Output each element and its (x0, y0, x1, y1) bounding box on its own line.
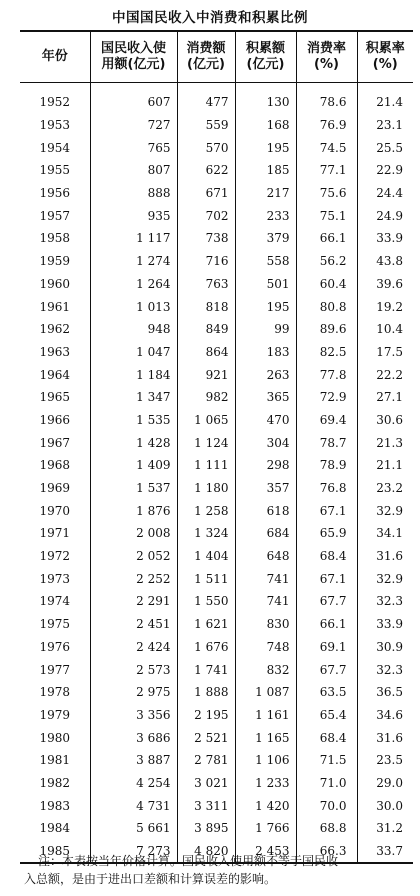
cell-national-income-used: 1 347 (90, 386, 177, 409)
cell-accumulation: 648 (235, 545, 296, 568)
cell-accumulation-rate: 34.1 (357, 522, 413, 545)
cell-consumption: 3 311 (177, 794, 235, 817)
cell-national-income-used: 2 252 (90, 567, 177, 590)
cell-accumulation-rate: 17.5 (357, 341, 413, 364)
cell-accumulation-rate: 23.1 (357, 114, 413, 137)
cell-national-income-used: 727 (90, 114, 177, 137)
cell-consumption: 622 (177, 159, 235, 182)
cell-national-income-used: 3 356 (90, 704, 177, 727)
cell-accumulation-rate: 32.9 (357, 499, 413, 522)
cell-accumulation: 1 165 (235, 726, 296, 749)
cell-national-income-used: 2 451 (90, 613, 177, 636)
cell-consumption-rate: 77.1 (296, 159, 357, 182)
cell-consumption-rate: 72.9 (296, 386, 357, 409)
cell-accumulation: 741 (235, 590, 296, 613)
cell-accumulation-rate: 33.9 (357, 227, 413, 250)
cell-year: 1966 (39, 412, 71, 427)
cell-accumulation: 1 161 (235, 704, 296, 727)
cell-consumption: 559 (177, 114, 235, 137)
cell-accumulation-rate: 30.0 (357, 794, 413, 817)
table-row (20, 590, 413, 613)
cell-accumulation-rate: 23.5 (357, 749, 413, 772)
cell-consumption: 738 (177, 227, 235, 250)
table-row (20, 159, 413, 182)
cell-accumulation: 1 766 (235, 817, 296, 840)
cell-consumption-rate: 67.7 (296, 658, 357, 681)
cell-year: 1984 (39, 821, 71, 836)
cell-accumulation-rate: 29.0 (357, 772, 413, 795)
cell-national-income-used: 807 (90, 159, 177, 182)
cell-accumulation: 684 (235, 522, 296, 545)
cell-year: 1976 (39, 639, 71, 654)
cell-consumption-rate: 78.9 (296, 454, 357, 477)
cell-accumulation-rate: 32.9 (357, 567, 413, 590)
table-row (20, 250, 413, 273)
cell-accumulation-rate: 39.6 (357, 273, 413, 296)
table-row (20, 431, 413, 454)
cell-consumption: 864 (177, 341, 235, 364)
cell-accumulation: 263 (235, 363, 296, 386)
table-row (20, 499, 413, 522)
cell-consumption-rate: 71.0 (296, 772, 357, 795)
cell-national-income-used: 1 047 (90, 341, 177, 364)
cell-consumption: 1 550 (177, 590, 235, 613)
table-row (20, 613, 413, 636)
table-row (20, 567, 413, 590)
cell-accumulation-rate: 24.4 (357, 182, 413, 205)
cell-year: 1985 (39, 844, 71, 859)
cell-consumption: 3 021 (177, 772, 235, 795)
cell-accumulation-rate: 22.2 (357, 363, 413, 386)
cell-consumption-rate: 75.1 (296, 204, 357, 227)
cell-national-income-used: 1 876 (90, 499, 177, 522)
cell-national-income-used: 765 (90, 136, 177, 159)
cell-national-income-used: 7 273 (90, 840, 177, 864)
table-row (20, 295, 413, 318)
cell-accumulation: 185 (235, 159, 296, 182)
cell-consumption-rate: 65.4 (296, 704, 357, 727)
cell-accumulation-rate: 31.6 (357, 726, 413, 749)
cell-consumption: 477 (177, 83, 235, 114)
cell-accumulation: 168 (235, 114, 296, 137)
cell-consumption: 763 (177, 273, 235, 296)
cell-consumption: 1 676 (177, 636, 235, 659)
cell-consumption: 1 111 (177, 454, 235, 477)
cell-year: 1952 (39, 95, 71, 110)
cell-accumulation: 183 (235, 341, 296, 364)
cell-consumption: 1 065 (177, 409, 235, 432)
cell-accumulation-rate: 10.4 (357, 318, 413, 341)
cell-consumption: 1 741 (177, 658, 235, 681)
table-row (20, 681, 413, 704)
cell-year: 1963 (39, 344, 71, 359)
cell-accumulation-rate: 34.6 (357, 704, 413, 727)
cell-national-income-used: 1 409 (90, 454, 177, 477)
cell-consumption-rate: 77.8 (296, 363, 357, 386)
cell-year: 1962 (39, 322, 71, 337)
cell-consumption: 1 888 (177, 681, 235, 704)
cell-accumulation-rate: 23.2 (357, 477, 413, 500)
cell-year: 1973 (39, 571, 71, 586)
cell-year: 1954 (39, 140, 71, 155)
cell-accumulation-rate: 30.6 (357, 409, 413, 432)
cell-consumption: 1 124 (177, 431, 235, 454)
cell-consumption-rate: 66.3 (296, 840, 357, 864)
cell-consumption-rate: 69.4 (296, 409, 357, 432)
cell-consumption: 818 (177, 295, 235, 318)
table-row (20, 636, 413, 659)
cell-national-income-used: 2 424 (90, 636, 177, 659)
cell-year: 1960 (39, 276, 71, 291)
cell-national-income-used: 4 254 (90, 772, 177, 795)
table-row (20, 363, 413, 386)
cell-accumulation: 1 087 (235, 681, 296, 704)
cell-accumulation-rate: 22.9 (357, 159, 413, 182)
cell-national-income-used: 607 (90, 83, 177, 114)
table-row (20, 83, 413, 114)
cell-consumption: 1 258 (177, 499, 235, 522)
cell-accumulation: 298 (235, 454, 296, 477)
table-row (20, 114, 413, 137)
cell-accumulation-rate: 32.3 (357, 658, 413, 681)
cell-national-income-used: 1 184 (90, 363, 177, 386)
cell-accumulation-rate: 33.7 (357, 840, 413, 864)
cell-consumption-rate: 56.2 (296, 250, 357, 273)
cell-accumulation-rate: 21.4 (357, 83, 413, 114)
table-row (20, 182, 413, 205)
cell-national-income-used: 935 (90, 204, 177, 227)
cell-year: 1953 (39, 118, 71, 133)
table-body (20, 83, 413, 864)
cell-consumption: 2 195 (177, 704, 235, 727)
cell-year: 1964 (39, 367, 71, 382)
header-consumption: 消费额 (亿元) (177, 31, 235, 83)
cell-year: 1967 (39, 435, 71, 450)
footnote-line-1: 注：本表按当年价格计算。国民收入使用额不等于国民收 (38, 854, 339, 868)
cell-accumulation-rate: 27.1 (357, 386, 413, 409)
table-row (20, 477, 413, 500)
header-national-income-used: 国民收入使 用额(亿元) (90, 31, 177, 83)
cell-year: 1981 (39, 753, 71, 768)
cell-accumulation: 217 (235, 182, 296, 205)
table-row (20, 817, 413, 840)
cell-year: 1983 (39, 798, 71, 813)
cell-national-income-used: 4 731 (90, 794, 177, 817)
table-header-row (20, 31, 413, 83)
cell-accumulation: 365 (235, 386, 296, 409)
cell-accumulation-rate: 21.1 (357, 454, 413, 477)
table-row (20, 341, 413, 364)
cell-national-income-used: 1 537 (90, 477, 177, 500)
cell-national-income-used: 2 291 (90, 590, 177, 613)
cell-accumulation: 748 (235, 636, 296, 659)
table-row (20, 545, 413, 568)
cell-consumption-rate: 82.5 (296, 341, 357, 364)
cell-accumulation: 501 (235, 273, 296, 296)
table-row (20, 749, 413, 772)
table-row (20, 318, 413, 341)
table-row (20, 136, 413, 159)
cell-national-income-used: 948 (90, 318, 177, 341)
cell-accumulation: 470 (235, 409, 296, 432)
cell-accumulation: 830 (235, 613, 296, 636)
header-accumulation-rate: 积累率 (%) (357, 31, 413, 83)
table-row (20, 227, 413, 250)
table-row (20, 726, 413, 749)
cell-accumulation-rate: 30.9 (357, 636, 413, 659)
cell-consumption-rate: 65.9 (296, 522, 357, 545)
cell-consumption: 1 180 (177, 477, 235, 500)
cell-consumption-rate: 67.1 (296, 499, 357, 522)
cell-national-income-used: 2 975 (90, 681, 177, 704)
cell-year: 1972 (39, 549, 71, 564)
cell-accumulation: 1 420 (235, 794, 296, 817)
cell-year: 1978 (39, 685, 71, 700)
cell-accumulation: 99 (235, 318, 296, 341)
table-row (20, 454, 413, 477)
cell-consumption: 1 324 (177, 522, 235, 545)
cell-accumulation-rate: 21.3 (357, 431, 413, 454)
cell-consumption: 1 621 (177, 613, 235, 636)
cell-accumulation: 304 (235, 431, 296, 454)
cell-consumption-rate: 78.7 (296, 431, 357, 454)
cell-year: 1974 (39, 594, 71, 609)
table-row (20, 204, 413, 227)
cell-year: 1958 (39, 231, 71, 246)
cell-consumption: 3 895 (177, 817, 235, 840)
cell-national-income-used: 1 264 (90, 273, 177, 296)
cell-accumulation: 357 (235, 477, 296, 500)
cell-consumption: 4 820 (177, 840, 235, 864)
cell-consumption: 570 (177, 136, 235, 159)
header-accumulation: 积累额 (亿元) (235, 31, 296, 83)
table-row (20, 409, 413, 432)
cell-year: 1956 (39, 186, 71, 201)
consumption-accumulation-table (20, 30, 413, 864)
cell-accumulation: 195 (235, 136, 296, 159)
cell-consumption: 702 (177, 204, 235, 227)
cell-national-income-used: 1 535 (90, 409, 177, 432)
table-row (20, 658, 413, 681)
cell-consumption: 1 404 (177, 545, 235, 568)
cell-consumption: 849 (177, 318, 235, 341)
cell-consumption-rate: 67.1 (296, 567, 357, 590)
cell-accumulation: 379 (235, 227, 296, 250)
cell-year: 1961 (39, 299, 71, 314)
cell-consumption: 2 781 (177, 749, 235, 772)
table-row (20, 794, 413, 817)
cell-accumulation-rate: 31.2 (357, 817, 413, 840)
table-row (20, 522, 413, 545)
cell-consumption-rate: 68.4 (296, 545, 357, 568)
cell-accumulation-rate: 36.5 (357, 681, 413, 704)
cell-year: 1965 (39, 390, 71, 405)
table-row (20, 772, 413, 795)
cell-consumption-rate: 60.4 (296, 273, 357, 296)
cell-accumulation: 558 (235, 250, 296, 273)
cell-consumption: 2 521 (177, 726, 235, 749)
cell-consumption-rate: 68.8 (296, 817, 357, 840)
cell-year: 1979 (39, 707, 71, 722)
cell-consumption-rate: 66.1 (296, 227, 357, 250)
cell-year: 1959 (39, 254, 71, 269)
cell-national-income-used: 3 887 (90, 749, 177, 772)
cell-year: 1968 (39, 458, 71, 473)
cell-accumulation-rate: 33.9 (357, 613, 413, 636)
cell-consumption: 716 (177, 250, 235, 273)
cell-year: 1957 (39, 208, 71, 223)
cell-national-income-used: 5 661 (90, 817, 177, 840)
cell-consumption-rate: 76.9 (296, 114, 357, 137)
cell-consumption-rate: 76.8 (296, 477, 357, 500)
cell-consumption-rate: 68.4 (296, 726, 357, 749)
cell-consumption-rate: 78.6 (296, 83, 357, 114)
cell-consumption-rate: 75.6 (296, 182, 357, 205)
cell-consumption: 671 (177, 182, 235, 205)
cell-national-income-used: 1 117 (90, 227, 177, 250)
cell-consumption-rate: 74.5 (296, 136, 357, 159)
cell-year: 1980 (39, 730, 71, 745)
cell-accumulation-rate: 25.5 (357, 136, 413, 159)
cell-national-income-used: 1 428 (90, 431, 177, 454)
cell-accumulation: 618 (235, 499, 296, 522)
cell-national-income-used: 2 052 (90, 545, 177, 568)
cell-year: 1970 (39, 503, 71, 518)
cell-consumption-rate: 89.6 (296, 318, 357, 341)
cell-year: 1971 (39, 526, 71, 541)
table-title: 中国国民收入中消费和积累比例 (112, 10, 308, 26)
cell-year: 1955 (39, 163, 71, 178)
cell-national-income-used: 1 013 (90, 295, 177, 318)
cell-accumulation-rate: 31.6 (357, 545, 413, 568)
cell-national-income-used: 2 573 (90, 658, 177, 681)
cell-national-income-used: 1 274 (90, 250, 177, 273)
cell-national-income-used: 3 686 (90, 726, 177, 749)
cell-consumption-rate: 69.1 (296, 636, 357, 659)
cell-accumulation-rate: 24.9 (357, 204, 413, 227)
cell-consumption-rate: 63.5 (296, 681, 357, 704)
cell-national-income-used: 2 008 (90, 522, 177, 545)
cell-accumulation: 233 (235, 204, 296, 227)
header-consumption-rate: 消费率 (%) (296, 31, 357, 83)
cell-consumption: 921 (177, 363, 235, 386)
header-year: 年份 (20, 31, 90, 83)
cell-consumption-rate: 71.5 (296, 749, 357, 772)
footnote-line-2: 入总额，是由于进出口差额和计算误差的影响。 (24, 872, 277, 886)
cell-accumulation: 1 106 (235, 749, 296, 772)
cell-consumption-rate: 70.0 (296, 794, 357, 817)
cell-consumption-rate: 67.7 (296, 590, 357, 613)
cell-consumption: 1 511 (177, 567, 235, 590)
cell-accumulation-rate: 19.2 (357, 295, 413, 318)
cell-consumption-rate: 80.8 (296, 295, 357, 318)
cell-accumulation: 195 (235, 295, 296, 318)
cell-year: 1969 (39, 481, 71, 496)
cell-accumulation-rate: 32.3 (357, 590, 413, 613)
table-row (20, 386, 413, 409)
cell-year: 1975 (39, 617, 71, 632)
cell-accumulation: 832 (235, 658, 296, 681)
cell-accumulation: 741 (235, 567, 296, 590)
cell-consumption-rate: 66.1 (296, 613, 357, 636)
cell-accumulation: 130 (235, 83, 296, 114)
cell-year: 1982 (39, 775, 71, 790)
cell-accumulation-rate: 43.8 (357, 250, 413, 273)
cell-accumulation: 1 233 (235, 772, 296, 795)
cell-national-income-used: 888 (90, 182, 177, 205)
cell-year: 1977 (39, 662, 71, 677)
cell-consumption: 982 (177, 386, 235, 409)
table-row (20, 273, 413, 296)
cell-accumulation: 2 453 (235, 840, 296, 864)
table-row (20, 704, 413, 727)
footnote (24, 852, 408, 888)
